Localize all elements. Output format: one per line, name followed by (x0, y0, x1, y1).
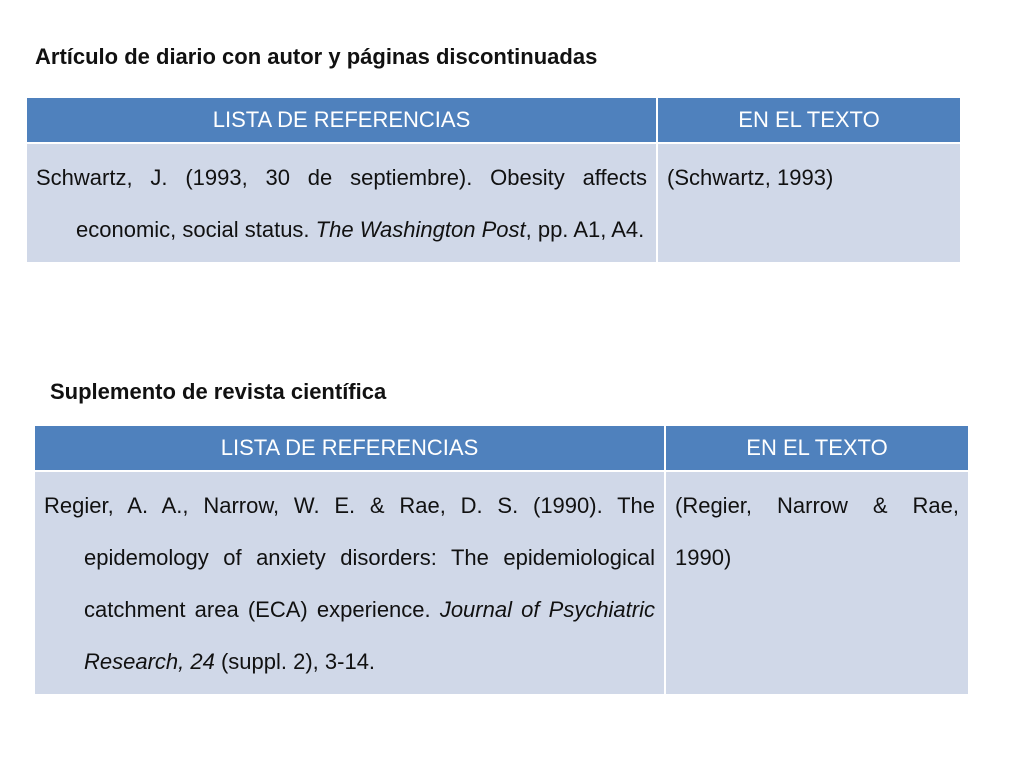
section-title-journal-supplement: Suplemento de revista científica (50, 379, 387, 404)
section-title-newspaper-article: Artículo de diario con autor y páginas discontinuadas (35, 44, 598, 69)
header-reference-list: LISTA DE REFERENCIAS (26, 97, 657, 143)
reference-text: Schwartz, J. (1993, 30 de septiembre). Obesity affects economic, social status. (36, 165, 647, 242)
reference-entry (34, 471, 665, 695)
header-reference-list: LISTA DE REFERENCIAS (34, 425, 665, 471)
table-row (34, 471, 969, 695)
reference-source-title: The Washington Post (315, 217, 526, 242)
reference-pages: (suppl. 2), 3-14. (214, 649, 376, 674)
table-header-row (34, 425, 969, 471)
header-in-text: EN EL TEXTO (665, 425, 969, 471)
table-header-row (26, 97, 961, 143)
in-text-citation: (Schwartz, 1993) (657, 143, 961, 263)
in-text-citation: (Regier, Narrow & Rae, 1990) (665, 471, 969, 695)
header-in-text: EN EL TEXTO (657, 97, 961, 143)
reference-text: Regier, A. A., Narrow, W. E. & Rae, D. S. (1990). The epidemology of anxiety disorders: The epidemiological catchment area (ECA) experience. (44, 493, 655, 622)
table-row (26, 143, 961, 263)
reference-table-supplement (33, 424, 970, 696)
reference-source-title: Journal of Psychiatric Research, 24 (84, 597, 655, 674)
reference-table-newspaper (25, 96, 962, 264)
reference-entry (26, 143, 657, 263)
reference-pages: , pp. A1, A4. (525, 217, 645, 242)
